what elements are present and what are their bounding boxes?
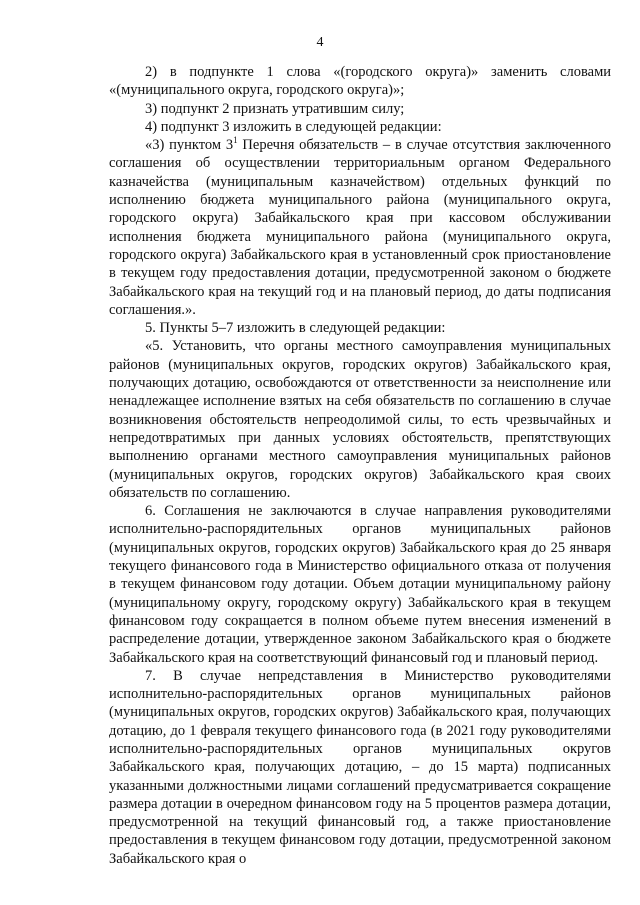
footnote-superscript: 1 [233, 135, 238, 146]
paragraph-item-5: 5. Пункты 5–7 изложить в следующей редакции: [145, 320, 446, 337]
paragraph-point-6: 6. Соглашения не заключаются в случае направления руководителями исполнительно-распорядительных органов муниципальных районов (муниципальных округов, городских округов) Забайкальского края до 25 января текущего финансового года в Министерство официального отказа от получения в текущем финансовом году дотации. Объем дотации муниципальному району (муниципальному округу, городскому округу) Забайкальского края в текущем финансовом году сокращается в полном объеме путем внесения изменений в распределение дотации, утвержденное законом Забайкальского края о бюджете Забайкальского края на соответствующий финансовый год и плановый период. [109, 503, 611, 666]
paragraph-rest: Перечня обязательств – в случае отсутствия заключенного соглашения об осуществлении территориальным органом Федерального казначейства (муниципальным казначейством) отдельных функций по исполнению бюджета муниципального района (муниципального округа, городского округа) Забайкальского края при кассовом обслуживании исполнения бюджета муниципального района (муниципального округа, городского округа) Забайкальского края в установленный срок приостановление в текущем году предоставления дотации, предусмотренной законом о бюджете Забайкальского края на текущий год и на плановый период, до даты подписания соглашения.». [109, 137, 611, 318]
page-number: 4 [316, 35, 324, 50]
paragraph-lead: «3) пунктом 3 [145, 137, 234, 154]
paragraph-point-5: «5. Установить, что органы местного самоуправления муниципальных районов (муниципальных округов, городских округов) Забайкальского края, получающих дотацию, освобождаются от ответственности за неисполнение или ненадлежащее исполнение взятых на себя обязательств по соглашению в случае возникновения обстоятельств непреодолимой силы, то есть чрезвычайных и непредотвратимых при данных условиях обстоятельств, препятствующих выполнению органами местного самоуправления муниципальных районов (муниципальных округов, городских округов) Забайкальского края своих обязательств по соглашению. [109, 338, 611, 501]
paragraph-point-7: 7. В случае непредставления в Министерство руководителями исполнительно-распорядительных органов муниципальных районов (муниципальных округов, городских округов) Забайкальского края, получающих дотацию, до 1 февраля текущего финансового года (в 2021 году руководителями исполнительно-распорядительных органов муниципальных округов Забайкальского края, получающих дотацию, – до 15 марта) подписанных указанными должностными лицами соглашений предусматривается сокращение размера дотации в очередном финансовом году на 5 процентов размера дотации, предусмотренной на текущий финансовый год, а также приостановление предоставления в текущем финансовом году дотации, предусмотренной законом Забайкальского края о [109, 667, 611, 867]
paragraph-item-3: 3) подпункт 2 признать утратившим силу; [145, 100, 405, 117]
paragraph-item-4: 4) подпункт 3 изложить в следующей редакции: [145, 118, 442, 135]
paragraph-item-2: 2) в подпункте 1 слова «(городского округа)» заменить словами «(муниципального округа, городского округа)»; [109, 64, 611, 99]
document-body [109, 63, 611, 868]
paragraph-subitem-3-text [109, 136, 611, 319]
